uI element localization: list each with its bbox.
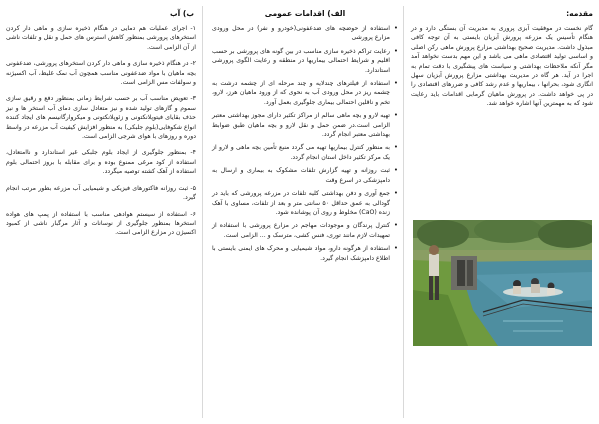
list-item: • استفاده از هرگونه دارو، مواد شیمیایی و محرک های ایمنی بایستی با اطلاع دامپزشک انجام گیرد. bbox=[212, 244, 398, 263]
numbered-item: ۳- تعویض مناسب آب بر حسب شرایط زمانی بمنظور دفع و رقیق سازی سموم و گازهای تولید شده و نیز متعادل سازی دمای آب استخر ها و نیز حذف بقایای فیتوپلانکتونی و زئوپلانکتونی و میکروارگانیسم های ایجاد کننده انواع شکوفایی(بلوم جلبکی) به منظور افزایش کیفیت آب مزرعه در واسط دوره و روزهای با هوای شرجی الزامی است. bbox=[6, 95, 196, 141]
general-measures-heading: الف) اقدامات عمومی bbox=[264, 9, 346, 18]
numbered-item: ۱- اجرای عملیات هم دمایی در هنگام ذخیره سازی و ماهی دار کردن استخرهای پرورشی بمنظور کاهش استرس های حمل و نقل و تلفات ناشی از آن الزامی است. bbox=[6, 25, 196, 51]
list-item: • استفاده از حوضچه های ضدعفونی(خودرو و نفر) در محل ورودی مزارع پرورشی bbox=[212, 24, 398, 43]
list-item: • استفاده از فیلترهای چندلایه و چند مرحله ای از چشمه درشت به چشمه ریز در محل ورودی آب به نحوی که از ورود ماهیان هرز، لارو، تخم و ناقلین احتمالی بیماری جلوگیری بعمل آورد. bbox=[212, 79, 398, 107]
pond-image-graphic bbox=[413, 220, 592, 346]
list-item: • جمع آوری و دفن بهداشتی کلیه تلفات در مزرعه پرورشی که باید در گودالی به عمق حداقل ۵۰ سانتی متر و بعد از تلفات، مساوی با آهک زنده (CaO) مخلوط و روی آن پوشانده شود. bbox=[212, 189, 398, 217]
numbered-item: ۵- ثبت روزانه فاکتورهای فیزیکی و شیمیایی آب مزرعه بطور مرتب انجام گیرد. bbox=[6, 184, 196, 202]
water-heading: ب) آب bbox=[170, 9, 194, 18]
list-item: • ثبت روزانه و تهیه گزارش تلفات مشکوک به بیماری و ارسال به دامپزشکی در اسرع وقت bbox=[212, 166, 398, 185]
water-column bbox=[6, 8, 196, 245]
intro-heading: مقدمه: bbox=[566, 9, 593, 18]
column-divider bbox=[202, 6, 203, 418]
list-item: • به منظور کنترل بیماریها تهیه می گردد منبع تأمین بچه ماهی و لارو از یک مرکز تکثیر داخل استان انجام گردد. bbox=[212, 143, 398, 162]
intro-column bbox=[411, 8, 593, 109]
list-item: • رعایت تراکم ذخیره سازی مناسب در بین گونه های پرورشی بر حسب اقلیم و شرایط احتمالی بیماریها در منطقه و رعایت الگوی پرورشی استاندارد. bbox=[212, 47, 398, 75]
numbered-item: ۴- بمنظور جلوگیری از ایجاد بلوم جلبکی غیر استاندارد و ناامتعادل، استفاده از کود مرغی ممنوع بوده و برای مقابله با بروز احتمالی بلوم استفاده از آهک کشته توصیه میگردد. bbox=[6, 149, 196, 176]
intro-paragraph: گام نخست در موفقیت آبزی پروری به مدیریت آن بستگی دارد و در هنگام تأسیس یک مزرعه پرورش آبزیان بایستی به آن توجه کافی مبذول داشت. مدیریت صحیح بهداشتی مزارع پرورش ماهی رکن اصلی و اساسی تولید اقتصادی ماهی می باشد و این مهم بدست نخواهد آمد مگر آنکه ملاحظات بهداشتی و سیاست های پیشگیری با دقت تمام به اجرا در آید. هر گاه در مدیریت بهداشتی مزارع پرورش آبزیان سهل انگاری شود، بحرانها ، بیماریها و عدم رشد کافی و ضررهای اقتصادی را در پی خواهد داشت. در پرورش ماهیان گرمابی اقدامات باید رعایت شود که به مهمترین آنها اشاره خواهد شد. bbox=[411, 25, 593, 108]
numbered-item: ۲- در هنگام ذخیره سازی و ماهی دار کردن استخرهای پرورشی، ضدعفونی بچه ماهیان با مواد ضدعفونی مناسب همچون آب نمک غلیظ، آب اکسیژنه و سولفات مس الزامی است. bbox=[6, 60, 196, 87]
general-measures-column bbox=[212, 8, 398, 267]
fish-pond-photo bbox=[413, 220, 592, 346]
numbered-item: ۶- استفاده از سیستم هوادهی مناسب با استفاده از پمپ های هواده استخرها بمنظور جلوگیری از نوسانات و آثار مرگبار ناشی از کمبود اکسیژن در مزارع الزامی است. bbox=[6, 210, 196, 237]
column-divider bbox=[403, 6, 404, 418]
list-item: • تهیه لارو و بچه ماهی سالم از مراکز تکثیر دارای مجوز بهداشتی معتبر الزامی است.در ضمن حمل و نقل لارو و بچه ماهیان طبق ضوابط بهداشتی معتبر انجام گردد. bbox=[212, 111, 398, 139]
list-item: • کنترل پرندگان و موجودات مهاجم در مزارع پرورشی با استفاده از تمهیدات لازم مانند توری، فنس کشی، مترسک و ... الزامی است. bbox=[212, 221, 398, 240]
